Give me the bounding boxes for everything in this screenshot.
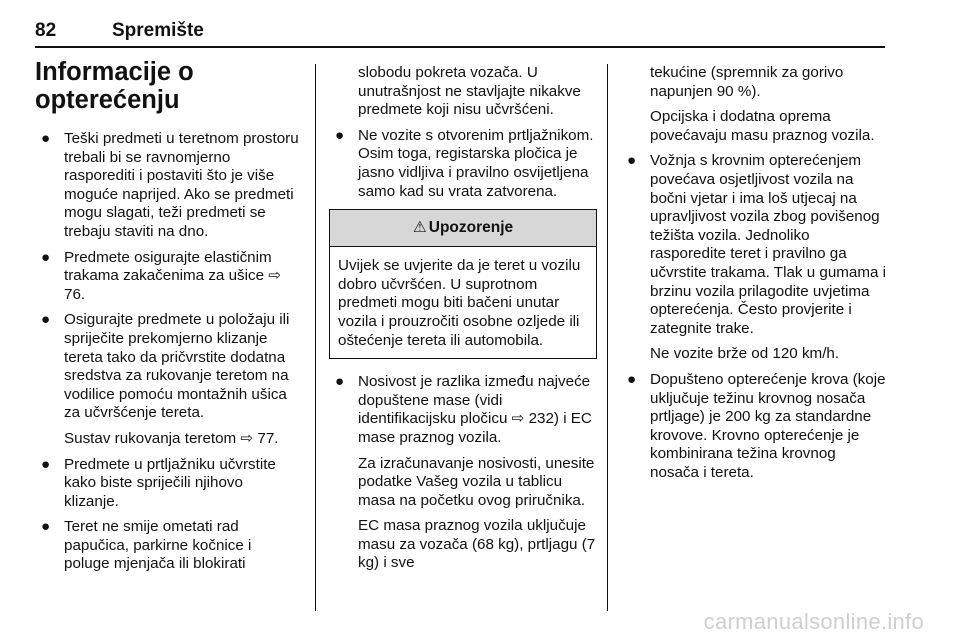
page-number: 82 <box>35 20 57 41</box>
bullet-item <box>35 311 301 423</box>
paragraph <box>621 345 887 364</box>
bullet-item <box>621 371 887 483</box>
bullet-dot: ● <box>41 311 51 329</box>
header-rule <box>35 46 885 48</box>
watermark: carmanualsonline.info <box>703 609 924 634</box>
item-text: Za izračunavanje nosivosti, unesite podatke Vašeg vozila u tablicu masa na početku ovog priručnika. <box>358 454 595 509</box>
item-text: Sustav rukovanja teretom ⇨ 77. <box>64 429 279 447</box>
paragraph <box>329 64 597 120</box>
paragraph <box>329 455 597 511</box>
item-text: Teret ne smije ometati rad papučica, parkirne kočnice i poluge mjenjača ili blokirati <box>64 518 252 573</box>
paragraph <box>621 64 887 101</box>
bullet-item <box>35 518 301 574</box>
warning-title: Upozorenje <box>428 219 514 237</box>
column-2 <box>329 64 597 580</box>
column-1 <box>35 58 301 581</box>
column-divider <box>607 64 608 611</box>
bullet-dot: ● <box>627 152 637 170</box>
item-text: Vožnja s krovnim opterećenjem povećava osjetljivost vozila na bočni vjetar i ima loš utjecaj na upravljivost vozila zbog povišenog težišta vozila. Jednoliko rasporedite teret i pravilno ga učvrstite trakama. Tlak u gumama i brzinu vozila prilagodite uvjetima opterećenja. Često provjerite i zategnite trake. <box>650 152 887 337</box>
column-3 <box>621 64 887 489</box>
item-text: Dopušteno opterećenje krova (koje uključuje težinu krovnog nosača prtljage) je 200 kg za standardne krovove. Krovno opterećenje je kombinirana težina krovnog nosača i tereta. <box>650 370 886 481</box>
warning-header <box>330 210 596 247</box>
item-text: Osigurajte predmete u položaju ili spriječite prekomjerno klizanje tereta tako da pričvrstite dodatna sredstva za rukovanje teretom na vodilice pomoću montažnih ušica za učvršćenje tereta. <box>64 311 290 422</box>
bullet-item <box>329 127 597 201</box>
item-list <box>35 130 301 574</box>
item-list <box>621 64 887 482</box>
bullet-dot: ● <box>41 248 51 266</box>
section-title: Spremište <box>112 20 204 41</box>
paragraph <box>621 108 887 145</box>
bullet-item <box>35 130 301 242</box>
item-list <box>329 373 597 573</box>
item-text: Opcijska i dodatna oprema povećavaju masu praznog vozila. <box>650 108 875 144</box>
item-text: EC masa praznog vozila uključuje masu za vozača (68 kg), prtljagu (7 kg) i sve <box>358 517 596 572</box>
bullet-dot: ● <box>335 126 345 144</box>
item-text: Teški predmeti u teretnom prostoru trebali bi se ravnomjerno rasporediti i postaviti što je više moguće naprijed. Ako se predmeti mogu slagati, teži predmeti se trebaju staviti na dno. <box>64 130 299 240</box>
bullet-dot: ● <box>41 518 51 536</box>
bullet-dot: ● <box>41 130 51 147</box>
item-text: Ne vozite brže od 120 km/h. <box>650 345 840 363</box>
paragraph <box>329 517 597 573</box>
column-divider <box>315 64 316 611</box>
paragraph <box>35 430 301 449</box>
warning-text: Uvijek se uvjerite da je teret u vozilu dobro učvršćen. U suprotnom predmeti mogu biti bačeni unutar vozila i prouzročiti osobne ozljede ili oštećenje tereta ili automobila. <box>338 257 581 349</box>
item-text: slobodu pokreta vozača. U unutrašnjost ne stavljajte nikakve predmete koji nisu učvršćeni. <box>358 64 581 119</box>
bullet-dot: ● <box>627 370 637 388</box>
item-text: Predmete u prtljažniku učvrstite kako biste spriječili njihovo klizanje. <box>64 455 276 510</box>
bullet-dot: ● <box>41 455 51 473</box>
item-text: Ne vozite s otvorenim prtljažnikom. Osim toga, registarska pločica je jasno vidljiva i pravilno osvijetljena samo kad su vrata zatvorena. <box>358 126 594 200</box>
bullet-item <box>35 249 301 305</box>
page-heading: Informacije o opterećenju <box>35 58 194 114</box>
item-text: tekućine (spremnik za gorivo napunjen 90 %). <box>650 64 844 100</box>
item-text: Nosivost je razlika između najveće dopuštene mase (vidi identifikacijsku pločicu ⇨ 232) i EC mase praznog vozila. <box>358 373 592 446</box>
warning-box <box>329 209 597 359</box>
bullet-dot: ● <box>335 373 345 391</box>
bullet-item <box>35 456 301 512</box>
bullet-item <box>329 373 597 447</box>
warning-icon: ⚠ <box>412 219 427 237</box>
bullet-item <box>621 152 887 338</box>
item-list <box>329 64 597 201</box>
item-text: Predmete osigurajte elastičnim trakama zakačenima za ušice ⇨ 76. <box>64 248 282 303</box>
